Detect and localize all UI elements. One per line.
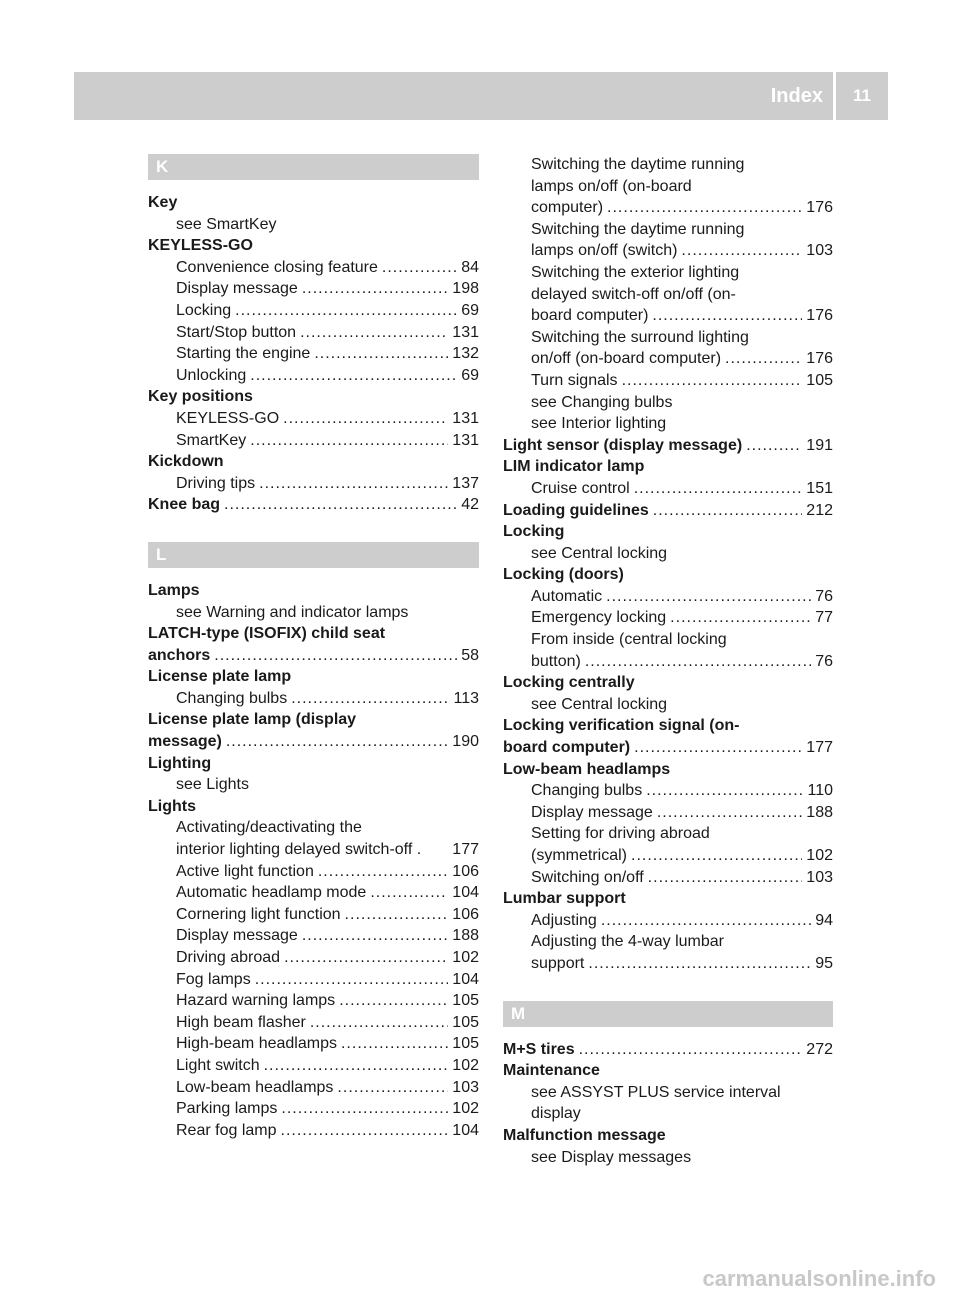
entry-text: board computer) (531, 307, 649, 325)
page-reference: 131 (452, 323, 479, 341)
index-subentry (503, 197, 833, 219)
entry-text: anchors (148, 646, 211, 664)
page-reference: 94 (815, 911, 833, 929)
dot-leader (588, 953, 811, 975)
page-reference: 95 (815, 954, 833, 972)
index-subentry (148, 300, 479, 322)
entry-text: Low-beam headlamps (503, 760, 671, 778)
entry-text: button) (531, 652, 581, 670)
entry-text: Lamps (148, 581, 200, 599)
entry-text: interior lighting delayed switch-off . (176, 841, 422, 859)
entry-text: message) (148, 733, 222, 751)
index-subentry (148, 1077, 479, 1099)
index-entry (148, 666, 479, 688)
index-subentry (503, 262, 833, 284)
index-subentry (503, 413, 833, 435)
dot-leader (631, 845, 802, 867)
index-subentry (503, 823, 833, 845)
entry-text: Lights (148, 797, 196, 815)
page-reference: 131 (452, 409, 479, 427)
index-subentry (503, 1103, 833, 1125)
entry-text: Automatic (531, 587, 603, 605)
entry-text: SmartKey (176, 431, 247, 449)
index-entry (148, 623, 479, 645)
index-subentry (148, 1055, 479, 1077)
entry-text: Locking (503, 523, 565, 541)
index-entry (503, 456, 833, 478)
dot-leader (382, 257, 457, 279)
entry-text: Setting for driving abroad (531, 825, 710, 843)
entry-text: KEYLESS-GO (176, 409, 280, 427)
index-subentry (148, 343, 479, 365)
entry-text: KEYLESS-GO (148, 237, 253, 255)
page-reference: 103 (806, 242, 833, 260)
dot-leader (250, 430, 448, 452)
index-subentry (503, 651, 833, 673)
index-entry (148, 235, 479, 257)
index-subentry (503, 607, 833, 629)
index-entry (148, 192, 479, 214)
entry-text: Locking (176, 301, 232, 319)
entry-text: Switching the daytime running (531, 156, 745, 173)
entry-text: Convenience closing feature (176, 258, 378, 276)
entry-text: Locking (doors) (503, 566, 624, 584)
index-subentry (148, 1033, 479, 1055)
index-subentry (503, 629, 833, 651)
page-reference: 42 (461, 496, 479, 514)
page-reference: 110 (807, 782, 833, 800)
index-subentry (148, 947, 479, 969)
index-subentry (503, 392, 833, 414)
index-subentry (503, 1147, 833, 1169)
entry-text: Driving tips (176, 474, 256, 492)
entry-text: Switching on/off (531, 868, 644, 886)
index-subentry (148, 990, 479, 1012)
dot-leader (339, 990, 448, 1012)
page-reference: 104 (452, 970, 479, 988)
entry-text: Starting the engine (176, 345, 311, 363)
entry-text: Loading guidelines (503, 501, 649, 519)
page-reference: 105 (452, 1013, 479, 1031)
entry-text: see Display messages (531, 1148, 692, 1166)
page-reference: 272 (806, 1040, 833, 1058)
entry-text: Switching the surround lighting (531, 328, 749, 346)
entry-text: Cruise control (531, 479, 630, 497)
page-reference: 176 (806, 199, 833, 217)
entry-text: Display message (531, 803, 653, 821)
header-title: Index (771, 72, 836, 120)
index-subentry (148, 688, 479, 710)
index-subentry (503, 327, 833, 349)
entry-text: see SmartKey (176, 215, 277, 233)
page-reference: 131 (452, 431, 479, 449)
dot-leader (746, 435, 802, 457)
entry-text: Display message (176, 927, 298, 945)
dot-leader (653, 500, 803, 522)
entry-text: Light sensor (display message) (503, 436, 743, 454)
index-subentry (503, 543, 833, 565)
index-subentry (148, 1120, 479, 1142)
index-entry (148, 580, 479, 602)
entry-text: License plate lamp (148, 668, 292, 686)
entry-text: High-beam headlamps (176, 1035, 337, 1053)
page-reference: 190 (452, 733, 479, 751)
page-reference: 188 (452, 927, 479, 945)
index-entry (503, 737, 833, 759)
dot-leader (634, 737, 802, 759)
dot-leader (370, 882, 448, 904)
index-entry (148, 796, 479, 818)
index-subentry (148, 322, 479, 344)
page-reference: 102 (806, 847, 833, 864)
entry-text: see ASSYST PLUS service interval (531, 1083, 781, 1101)
page-reference: 102 (452, 1100, 479, 1118)
dot-leader (264, 1055, 449, 1077)
page-reference: 69 (461, 366, 479, 384)
index-entry (148, 753, 479, 775)
index-subentry (503, 478, 833, 500)
entry-text: Light switch (176, 1056, 260, 1074)
index-entry (503, 435, 833, 457)
index-entry (503, 759, 833, 781)
index-subentry (503, 176, 833, 198)
entry-text: Unlocking (176, 366, 247, 384)
entry-text: Adjusting (531, 911, 597, 929)
entry-text: display (531, 1105, 581, 1123)
entry-text: Automatic headlamp mode (176, 884, 367, 902)
index-subentry (148, 861, 479, 883)
index-subentry (148, 1012, 479, 1034)
page-reference: 212 (806, 501, 833, 519)
page-reference: 177 (452, 841, 479, 859)
page-reference: 176 (806, 350, 833, 368)
dot-leader (337, 1077, 448, 1099)
page-reference: 106 (452, 862, 479, 880)
entry-text: Turn signals (531, 371, 618, 389)
entry-text: Low-beam headlamps (176, 1078, 334, 1096)
page-reference: 198 (452, 280, 479, 298)
dot-leader (302, 278, 448, 300)
entry-text: Rear fog lamp (176, 1121, 277, 1139)
index-subentry (148, 1098, 479, 1120)
entry-text: Start/Stop button (176, 323, 297, 341)
index-subentry (148, 430, 479, 452)
index-entry (503, 672, 833, 694)
dot-leader (606, 586, 811, 608)
entry-text: Emergency locking (531, 609, 667, 627)
dot-leader (634, 478, 803, 500)
index-subentry (503, 845, 833, 867)
index-column-right (503, 154, 833, 1168)
index-entry (503, 888, 833, 910)
index-entry (503, 715, 833, 737)
entry-text: Key positions (148, 388, 253, 406)
index-entry (148, 645, 479, 667)
entry-text: Switching the daytime running (531, 220, 745, 238)
entry-text: M+S tires (503, 1040, 575, 1058)
dot-leader (652, 305, 802, 327)
index-subentry (503, 694, 833, 716)
entry-text: Hazard warning lamps (176, 992, 336, 1010)
index-subentry (148, 925, 479, 947)
index-subentry (148, 473, 479, 495)
index-subentry (148, 257, 479, 279)
entry-text: Activating/deactivating the (176, 819, 362, 837)
page-reference: 104 (452, 1121, 479, 1139)
index-subentry (148, 408, 479, 430)
entry-text: see Central locking (531, 544, 668, 562)
index-subentry (148, 839, 479, 861)
dot-leader (283, 408, 448, 430)
page-reference: 76 (815, 587, 833, 605)
dot-leader (725, 348, 802, 370)
entry-text: delayed switch-off on/off (on- (531, 285, 736, 303)
page-reference: 103 (452, 1078, 479, 1096)
entry-text: see Changing bulbs (531, 393, 673, 411)
dot-leader (259, 473, 448, 495)
index-entry (503, 1039, 833, 1061)
entry-text: lamps on/off (switch) (531, 242, 678, 260)
entry-text: support (531, 954, 585, 972)
entry-text: Changing bulbs (531, 782, 643, 800)
entry-text: Switching the exterior lighting (531, 263, 740, 281)
index-entry (503, 521, 833, 543)
page-reference: 76 (815, 652, 833, 670)
dot-leader (235, 300, 457, 322)
entry-text: (symmetrical) (531, 847, 627, 864)
entry-text: Fog lamps (176, 970, 251, 988)
entry-text: Kickdown (148, 453, 224, 471)
entry-text: Locking verification signal (on- (503, 717, 740, 735)
index-subentry (148, 882, 479, 904)
index-subentry (503, 802, 833, 824)
index-entry (148, 494, 479, 516)
page-reference: 106 (452, 905, 479, 923)
dot-leader (284, 947, 448, 969)
index-subentry (148, 817, 479, 839)
entry-text: Driving abroad (176, 949, 281, 966)
dot-leader (622, 370, 803, 392)
dot-leader (345, 904, 449, 926)
entry-text: Active light function (176, 862, 314, 880)
index-subentry (503, 931, 833, 953)
index-subentry (148, 278, 479, 300)
entry-text: lamps on/off (on-board (531, 177, 692, 195)
index-subentry (503, 219, 833, 241)
index-subentry (148, 602, 479, 624)
page-reference: 105 (452, 1035, 479, 1053)
dot-leader (648, 867, 803, 889)
entry-text: License plate lamp (display (148, 711, 357, 729)
index-entry (503, 1125, 833, 1147)
index-subentry (148, 904, 479, 926)
entry-text: LATCH-type (ISOFIX) child seat (148, 625, 386, 643)
index-entry (148, 731, 479, 753)
dot-leader (300, 322, 448, 344)
index-entry (148, 709, 479, 731)
dot-leader (214, 645, 457, 667)
page-reference: 188 (806, 803, 833, 821)
dot-leader (281, 1120, 449, 1142)
index-entry (503, 500, 833, 522)
dot-leader (224, 494, 457, 516)
index-subentry (148, 214, 479, 236)
index-entry (503, 1060, 833, 1082)
dot-leader (250, 365, 457, 387)
dot-leader (657, 802, 802, 824)
dot-leader (318, 861, 448, 883)
dot-leader (255, 969, 449, 991)
entry-text: High beam flasher (176, 1013, 306, 1031)
index-subentry (503, 370, 833, 392)
index-subentry (503, 910, 833, 932)
dot-leader (601, 910, 811, 932)
page-header (74, 72, 888, 120)
dot-leader (585, 651, 811, 673)
section-header: L (148, 542, 479, 568)
entry-text: From inside (central locking (531, 631, 727, 649)
page-reference: 103 (806, 868, 833, 886)
dot-leader (314, 343, 448, 365)
index-subentry (503, 240, 833, 262)
index-subentry (503, 1082, 833, 1104)
entry-text: Cornering light function (176, 905, 341, 923)
index-subentry (503, 953, 833, 975)
entry-text: on/off (on-board computer) (531, 350, 722, 368)
entry-text: computer) (531, 199, 604, 217)
page-reference: 151 (806, 479, 833, 497)
index-subentry (148, 969, 479, 991)
page-reference: 84 (461, 258, 479, 276)
dot-leader (607, 197, 802, 219)
dot-leader (681, 240, 802, 262)
entry-text: see Interior lighting (531, 415, 667, 433)
page-reference: 132 (452, 345, 479, 363)
index-subentry (148, 774, 479, 796)
index-subentry (503, 284, 833, 306)
page-reference: 177 (806, 739, 833, 757)
entry-text: Changing bulbs (176, 689, 288, 707)
page-reference: 137 (452, 474, 479, 492)
dot-leader (310, 1012, 448, 1034)
page-reference: 102 (452, 949, 479, 966)
entry-text: Adjusting the 4-way lumbar (531, 933, 724, 951)
dot-leader (281, 1098, 448, 1120)
page-reference: 69 (461, 301, 479, 319)
dot-leader (341, 1033, 448, 1055)
entry-text: Malfunction message (503, 1126, 666, 1144)
index-subentry (503, 348, 833, 370)
section-header: M (503, 1001, 833, 1027)
entry-text: Parking lamps (176, 1100, 278, 1118)
index-entry (148, 451, 479, 473)
page-reference: 77 (815, 609, 833, 627)
watermark: carmanualsonline.info (702, 1266, 936, 1291)
index-subentry (148, 365, 479, 387)
page-reference: 105 (452, 992, 479, 1010)
entry-text: see Central locking (531, 695, 668, 713)
index-subentry (503, 586, 833, 608)
dot-leader (579, 1039, 803, 1061)
entry-text: Display message (176, 280, 298, 298)
index-entry (148, 386, 479, 408)
dot-leader (646, 780, 803, 802)
entry-text: see Lights (176, 776, 249, 794)
index-column-left (148, 154, 479, 1141)
dot-leader (226, 731, 448, 753)
index-subentry (503, 780, 833, 802)
section-header: K (148, 154, 479, 180)
dot-leader (670, 607, 811, 629)
index-subentry (503, 154, 833, 176)
entry-text: Lumbar support (503, 890, 626, 908)
entry-text: Key (148, 194, 178, 211)
dot-leader (291, 688, 449, 710)
page-reference: 113 (453, 689, 479, 707)
page-reference: 58 (461, 646, 479, 664)
entry-text: LIM indicator lamp (503, 458, 645, 476)
entry-text: Locking centrally (503, 674, 635, 692)
page-reference: 191 (806, 436, 833, 454)
header-page-number: 11 (853, 86, 871, 105)
dot-leader (302, 925, 448, 947)
page-reference: 104 (452, 884, 479, 902)
page-reference: 102 (452, 1056, 479, 1074)
entry-text: board computer) (503, 739, 631, 757)
entry-text: Lighting (148, 754, 212, 772)
entry-text: Knee bag (148, 496, 221, 514)
page-reference: 105 (806, 371, 833, 389)
index-entry (503, 564, 833, 586)
entry-text: see Warning and indicator lamps (176, 603, 409, 621)
index-subentry (503, 305, 833, 327)
entry-text: Maintenance (503, 1062, 600, 1080)
index-subentry (503, 867, 833, 889)
page-reference: 176 (806, 307, 833, 325)
